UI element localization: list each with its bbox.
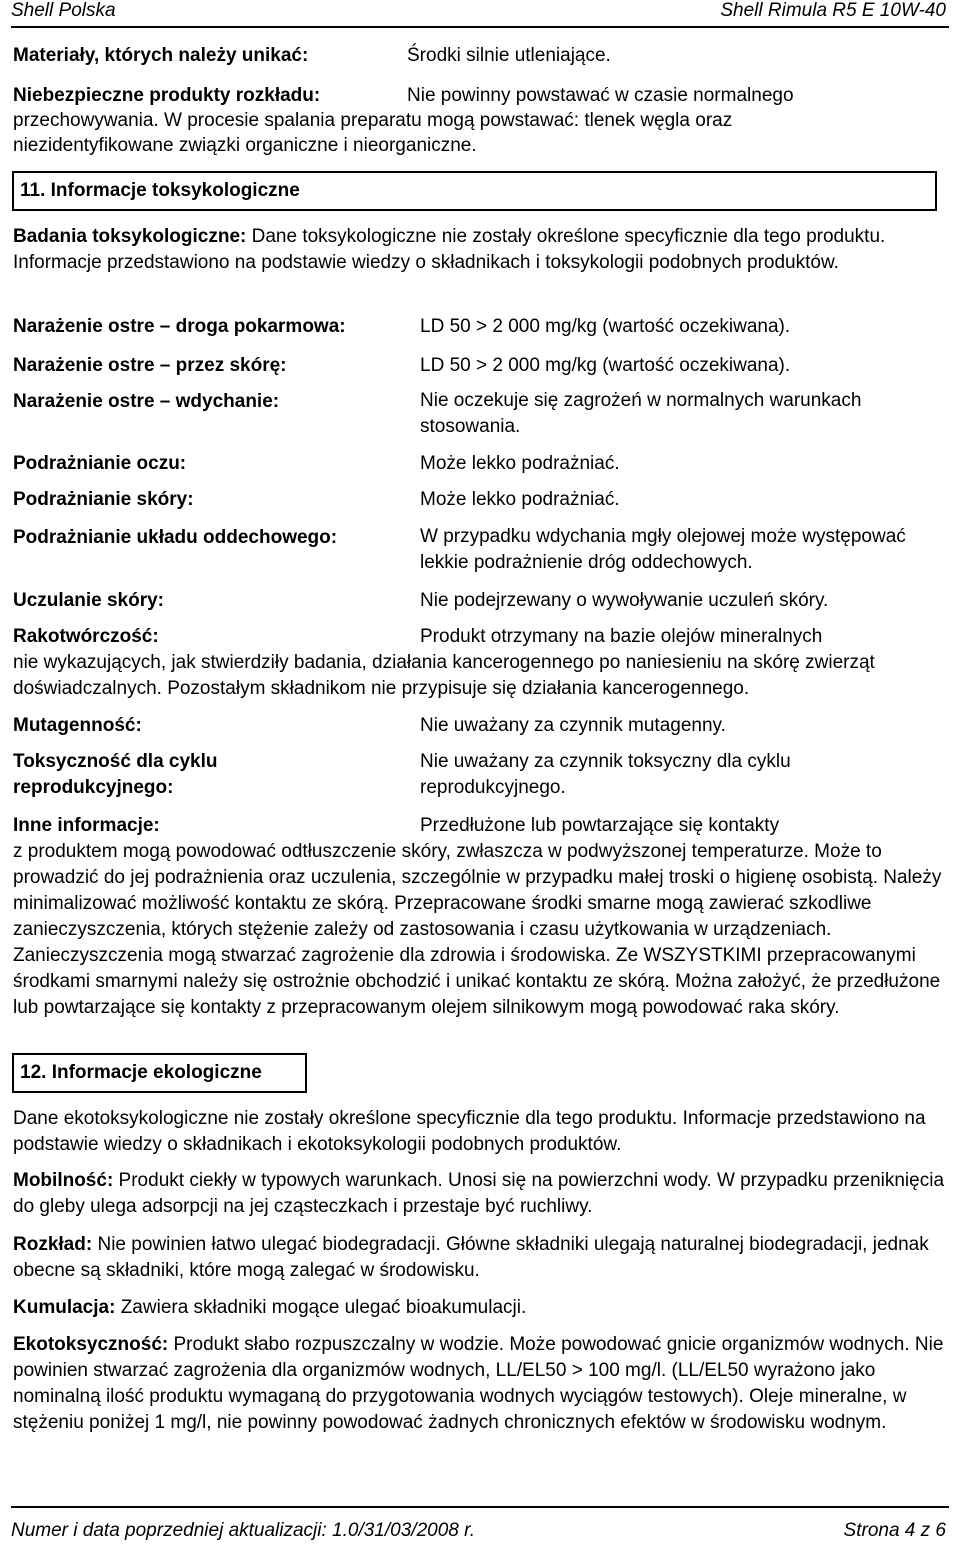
decomp-line-2: przechowywania. W procesie spalania preparatu mogą powstawać: tlenek węgla oraz bbox=[13, 110, 733, 131]
mobility-label: Mobilność: bbox=[13, 1170, 114, 1191]
other-info-value: Przedłużone lub powtarzające się kontakty bbox=[420, 815, 780, 836]
tox-row-value-skin-irritation: Może lekko podrażniać. bbox=[420, 489, 620, 510]
carcinogenicity-text: nie wykazujących, jak stwierdziły badania, działania kancerogennego po naniesieniu na skórę zwierząt doświadczalnych. Pozostałym składnikom nie przypisuje się działania kancerogennego. bbox=[13, 652, 875, 699]
materials-label: Materiały, których należy unikać: bbox=[13, 45, 309, 66]
tox-row-value-eye: Może lekko podrażniać. bbox=[420, 453, 620, 474]
ecotoxicity-label: Ekotoksyczność: bbox=[13, 1334, 169, 1355]
tox-studies-paragraph bbox=[13, 224, 948, 276]
section-12-title: 12. Informacje ekologiczne bbox=[20, 1062, 262, 1083]
reproductive-toxicity-label: Toksyczność dla cyklu reprodukcyjnego: bbox=[13, 751, 218, 798]
accumulation-label: Kumulacja: bbox=[13, 1297, 116, 1318]
ecotoxicity-paragraph bbox=[13, 1332, 948, 1436]
materials-value: Środki silnie utleniające. bbox=[407, 45, 611, 66]
tox-row-value-respiratory: W przypadku wdychania mgły olejowej może występować lekkie podrażnienie dróg oddechowych. bbox=[420, 526, 906, 573]
footer-rule bbox=[11, 1506, 949, 1508]
degradation-text: Nie powinien łatwo ulegać biodegradacji. Główne składniki ulegają naturalnej biodegradacji, jednak obecne są składniki, które mogą zalegać w środowisku. bbox=[13, 1234, 929, 1281]
carcinogenicity-value: Produkt otrzymany na bazie olejów mineralnych bbox=[420, 626, 823, 647]
eco-intro-text: Dane ekotoksykologiczne nie zostały określone specyficznie dla tego produktu. Informacje przedstawiono na podstawie wiedzy o składnikach i ekotoksykologii podobnych produktów. bbox=[13, 1108, 926, 1155]
carcinogenicity-label: Rakotwórczość: bbox=[13, 626, 159, 647]
decomp-line-3: niezidentyfikowane związki organiczne i nieorganiczne. bbox=[13, 135, 477, 156]
tox-studies-text: Dane toksykologiczne nie zostały określone specyficznie dla tego produktu. Informacje przedstawiono na podstawie wiedzy o składnikach i toksykologii podobnych produktów. bbox=[13, 226, 886, 273]
tox-row-label-skin: Narażenie ostre – przez skórę: bbox=[13, 355, 287, 376]
tox-row-label-skin-irritation: Podrażnianie skóry: bbox=[13, 489, 194, 510]
tox-row-label-sensitisation: Uczulanie skóry: bbox=[13, 590, 164, 611]
ecotoxicity-text: Produkt słabo rozpuszczalny w wodzie. Może powodować gnicie organizmów wodnych. Nie powinien stwarzać zagrożenia dla organizmów wodnych, LL/EL50 > 100 mg/l. (LL/EL50 wyrażono jako nominalną ilość produktu wymaganą do przygotowania wodnych wyciągów testowych). Oleje mineralne, w stężeniu poniżej 1 mg/l, nie powinny powodować żadnych chronicznych efektów w środowisku wodnym. bbox=[13, 1334, 944, 1433]
header-company: Shell Polska bbox=[11, 0, 116, 21]
tox-row-label-respiratory: Podrażnianie układu oddechowego: bbox=[13, 527, 338, 548]
degradation-label: Rozkład: bbox=[13, 1234, 93, 1255]
tox-row-label-inhalation: Narażenie ostre – wdychanie: bbox=[13, 391, 280, 412]
tox-row-value-skin: LD 50 > 2 000 mg/kg (wartość oczekiwana). bbox=[420, 355, 791, 376]
footer-revision: Numer i data poprzedniej aktualizacji: 1.0/31/03/2008 r. bbox=[11, 1520, 476, 1541]
tox-row-value-inhalation: Nie oczekuje się zagrożeń w normalnych warunkach stosowania. bbox=[420, 390, 862, 437]
decomp-label: Niebezpieczne produkty rozkładu: bbox=[13, 85, 321, 106]
accumulation-text: Zawiera składniki mogące ulegać bioakumulacji. bbox=[115, 1297, 527, 1318]
footer-page-number: Strona 4 z 6 bbox=[843, 1520, 946, 1541]
tox-studies-label: Badania toksykologiczne: bbox=[13, 226, 247, 247]
reproductive-toxicity-value: Nie uważany za czynnik toksyczny dla cyklu reprodukcyjnego. bbox=[420, 751, 791, 798]
tox-row-label-eye: Podrażnianie oczu: bbox=[13, 453, 187, 474]
mobility-text: Produkt ciekły w typowych warunkach. Unosi się na powierzchni wody. W przypadku przeniknięcia do gleby ulega adsorpcji na jej cząsteczkach i przestaje być ruchliwy. bbox=[13, 1170, 945, 1217]
other-info-text: z produktem mogą powodować odtłuszczenie skóry, zwłaszcza w podwyższonej temperaturze. Może to prowadzić do jej podrażnienia oraz uczulenia, szczególnie w przypadku małej troski o higienę osobistą. Należy minimalizować możliwość kontaktu ze skórą. Przepracowane środki smarne mogą zawierać szkodliwe zanieczyszczenia, których stężenie zależy od zastosowania i czasu użytkowania w urządzeniach. Zanieczyszczenia mogą stwarzać zagrożenie dla zdrowia i środowiska. Ze WSZYSTKIMI przepracowanymi środkami smarnymi należy się ostrożnie obchodzić i unikać kontaktu ze skórą. Można założyć, że przedłużone lub powtarzające się kontakty z przepracowanym olejem silnikowym mogą powodować raka skóry. bbox=[13, 841, 942, 1018]
header-product: Shell Rimula R5 E 10W-40 bbox=[720, 0, 946, 21]
header-rule bbox=[11, 26, 949, 28]
decomp-value: Nie powinny powstawać w czasie normalnego bbox=[407, 85, 794, 106]
mutagenicity-value: Nie uważany za czynnik mutagenny. bbox=[420, 715, 726, 736]
tox-row-value-sensitisation: Nie podejrzewany o wywoływanie uczuleń skóry. bbox=[420, 590, 829, 611]
section-11-title: 11. Informacje toksykologiczne bbox=[20, 180, 300, 201]
tox-row-label-oral: Narażenie ostre – droga pokarmowa: bbox=[13, 316, 346, 337]
degradation-paragraph bbox=[13, 1232, 948, 1284]
mobility-paragraph bbox=[13, 1168, 948, 1220]
section-11-box bbox=[12, 171, 937, 211]
section-12-box bbox=[12, 1053, 307, 1093]
tox-row-value-oral: LD 50 > 2 000 mg/kg (wartość oczekiwana). bbox=[420, 316, 791, 337]
other-info-label: Inne informacje: bbox=[13, 815, 160, 836]
accumulation-paragraph bbox=[13, 1295, 948, 1321]
mutagenicity-label: Mutagenność: bbox=[13, 715, 142, 736]
